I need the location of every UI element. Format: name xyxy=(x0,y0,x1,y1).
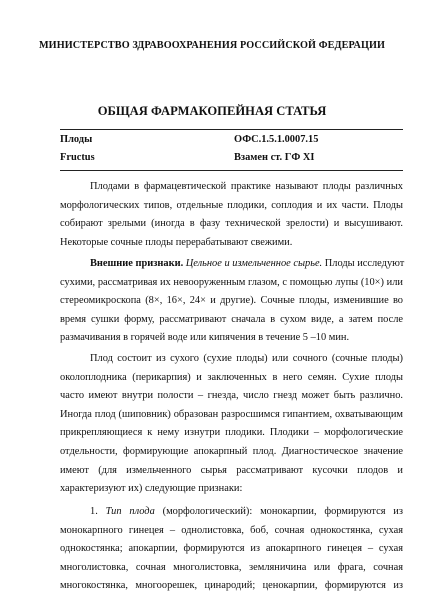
section-subheading: Цельное и измельченное сырье. xyxy=(185,258,323,269)
name-ru: Плоды xyxy=(60,134,93,145)
text-line: Иногда плод (шиповник) образован разросшимся гипантием, охватывающим xyxy=(60,408,403,420)
text-line: сухими, рассматривая их невооруженным глазом, с помощью лупы (10×) или xyxy=(60,276,403,288)
text-line: многокостянка, многоорешек, цинародий; ценокарпии, формируются из xyxy=(60,580,403,592)
text-line: прикрепляющиеся к нему изнутри плодики. Плодики – морфологические xyxy=(60,427,403,439)
text-line: Плод состоит из сухого (сухие плоды) или сочного (сочные плоды) xyxy=(90,353,403,364)
text-line: околоплодника (перикарпия) и заключенных в него семян. Сухие плоды xyxy=(60,371,403,383)
text-line: собирают зрелыми (иногда в фазу технической зрелости) и высушивают. xyxy=(60,218,403,230)
replaces-note: Взамен ст. ГФ XI xyxy=(234,152,315,163)
term-fruit-type: Тип плода xyxy=(105,506,155,517)
text-line: стереомикроскопа (8×, 16×, 24× и другие). Сочные плоды, изменившие во xyxy=(60,295,403,307)
text-line: Плодами в фармацевтической практике называют плоды различных xyxy=(90,181,403,192)
text-line: размачивания в горячей воде или кипячения в течение 5 –10 мин. xyxy=(60,332,350,344)
text-line xyxy=(60,255,403,274)
paragraph-structure xyxy=(60,350,403,499)
ministry-header: МИНИСТЕРСТВО ЗДРАВООХРАНЕНИЯ РОССИЙСКОЙ ФЕДЕРАЦИИ xyxy=(38,40,386,51)
text-run: (морфологический): монокарпии, формируются из xyxy=(162,506,403,517)
text-line: однокостянка; апокарпии, формируются из апокарпного гинецея – сухая xyxy=(60,543,403,555)
text-line: отдельности, формирующие апокарпный плод. Диагностическое значение xyxy=(60,445,403,457)
section-heading: Внешние признаки. xyxy=(90,258,184,269)
list-number: 1. xyxy=(90,506,98,517)
paragraph-external-features xyxy=(60,255,403,348)
paragraph-fruit-type xyxy=(60,503,403,596)
text-line: многолистовка, сочная многолистовка, земляничина или фрага, сочная xyxy=(60,561,403,573)
text-line: морфологических типов, отдельные плодики, соплодия и их части. Плоды xyxy=(60,199,403,211)
text-line: часто имеют внутри полости – гнезда, число гнезд может быть различно. xyxy=(60,390,403,402)
text-line xyxy=(60,503,403,522)
text-line: время сушки форму, рассматривают сначала в сухом виде, а затем после xyxy=(60,313,403,325)
text-line: характеризуют их) следующие признаки: xyxy=(60,483,243,495)
paragraph-intro xyxy=(60,178,403,252)
text-run: Плоды исследуют xyxy=(324,258,405,269)
top-rule xyxy=(60,129,403,130)
text-line: монокарпного гинецея – однолистовка, боб, сочная однокостянка, сухая xyxy=(60,524,403,536)
name-lat: Fructus xyxy=(60,152,95,163)
article-code: ОФС.1.5.1.0007.15 xyxy=(234,134,319,145)
text-line: Некоторые сочные плоды перерабатывают свежими. xyxy=(60,236,293,248)
bottom-rule xyxy=(60,170,403,171)
text-line: имеют (для измельченного сырья рассматривают кусочки плодов и xyxy=(60,464,403,476)
article-title: ОБЩАЯ ФАРМАКОПЕЙНАЯ СТАТЬЯ xyxy=(97,104,327,118)
